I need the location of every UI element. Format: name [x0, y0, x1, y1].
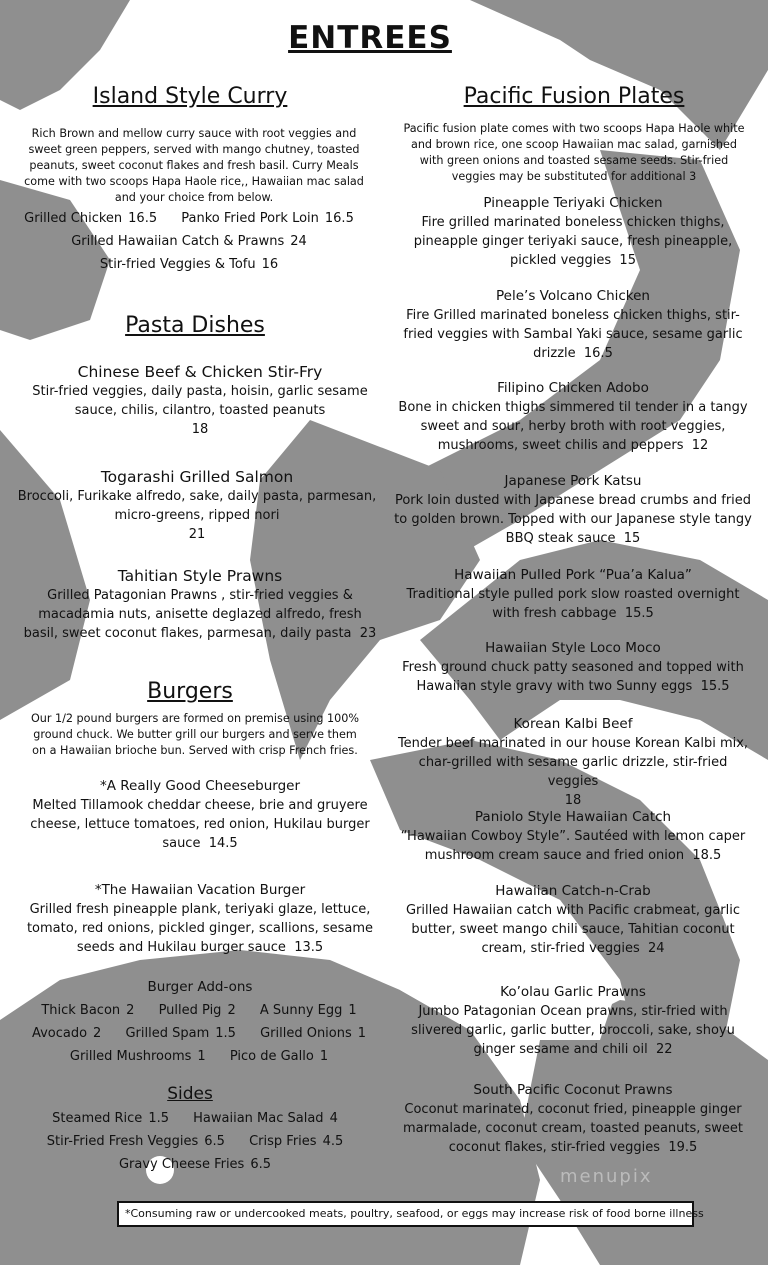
fusion-item-price: 15	[623, 531, 641, 546]
addons-row	[14, 1022, 384, 1045]
pasta-item-price: 23	[359, 626, 377, 641]
fusion-item	[392, 982, 754, 1059]
fusion-item-description	[392, 658, 754, 696]
fusion-description	[398, 121, 750, 185]
fusion-item-description	[392, 306, 754, 363]
addon-name: Pulled Pig	[158, 1003, 222, 1018]
curry-section-title: Island Style Curry	[92, 84, 288, 109]
fusion-item-description: Tender beef marinated in our house Korean Kalbi mix, char-grilled with sesame garlic drizzle, stir-fried veggies	[397, 736, 749, 789]
pasta-item-description	[20, 586, 380, 643]
fusion-item-description-text: Pork loin dusted with Japanese bread crumbs and fried to golden brown. Topped with our Japanese style tangy BBQ steak sauce	[394, 493, 752, 546]
fusion-item-name: Hawaiian Style Loco Moco	[485, 640, 661, 656]
side-price: 6.5	[204, 1134, 225, 1149]
fusion-item	[392, 1080, 754, 1157]
side-item	[193, 1107, 338, 1130]
fusion-item-name: Paniolo Style Hawaiian Catch	[474, 809, 672, 825]
addon-price: 1	[357, 1026, 367, 1041]
addon-item	[260, 1022, 366, 1045]
burger-item-price: 13.5	[294, 940, 324, 955]
addon-price: 1	[348, 1003, 357, 1018]
burger-item-price: 14.5	[208, 836, 238, 851]
pasta-item	[22, 362, 378, 439]
sides-row	[20, 1130, 370, 1153]
fusion-item	[392, 714, 754, 810]
addon-name: Grilled Onions	[260, 1026, 352, 1041]
fusion-item-description	[392, 491, 754, 548]
pasta-item-description: Broccoli, Furikake alfredo, sake, daily pasta, parmesan, micro-greens, ripped nori	[17, 489, 377, 523]
fusion-description-price: 3	[689, 170, 697, 183]
burger-item-description-text: Grilled fresh pineapple plank, teriyaki glaze, lettuce, tomato, red onions, pickled ginger, scallions, sesame seeds and Hukilau burger sauce	[26, 902, 374, 955]
fusion-item-description	[392, 585, 754, 623]
curry-option-name: Stir-fried Veggies & Tofu	[99, 257, 256, 272]
curry-option-name: Panko Fried Pork Loin	[181, 211, 319, 226]
side-name: Steamed Rice	[52, 1111, 143, 1126]
sides-row	[20, 1107, 370, 1130]
addon-name: Grilled Spam	[125, 1026, 210, 1041]
curry-description: Rich Brown and mellow curry sauce with root veggies and sweet green peppers, served with mango chutney, toasted peanuts, sweet coconut flakes and fresh basil. Curry Meals come with two scoops Hapa Haole rice,, Hawaiian mac salad and your choice from below.	[24, 127, 364, 204]
curry-option-price: 16.5	[324, 211, 354, 226]
addon-name: Avocado	[31, 1026, 88, 1041]
addon-name: Pico de Gallo	[229, 1049, 314, 1064]
fusion-item-price: 22	[655, 1042, 673, 1057]
fusion-item-description-text: Fire Grilled marinated boneless chicken thighs, stir-fried veggies with Sambal Yaki sauce, sesame garlic drizzle	[403, 308, 743, 361]
burger-item-description	[22, 796, 378, 853]
addons-row	[14, 999, 384, 1022]
pasta-item-description: Stir-fried veggies, daily pasta, hoisin, garlic sesame sauce, chilis, cilantro, toasted peanuts	[32, 384, 368, 418]
addon-price: 2	[227, 1003, 236, 1018]
curry-option-row	[14, 230, 364, 253]
fusion-item-price: 18	[564, 793, 582, 808]
curry-options	[14, 207, 364, 276]
burger-item-description	[22, 900, 378, 957]
curry-option-row	[14, 253, 364, 276]
side-name: Crisp Fries	[249, 1134, 317, 1149]
pasta-section-title: Pasta Dishes	[125, 313, 265, 338]
addon-item	[260, 999, 357, 1022]
burger-item-name: *A Really Good Cheeseburger	[99, 778, 301, 794]
fusion-item-description-text: Jumbo Patagonian Ocean prawns, stir-fried with slivered garlic, garlic butter, broccoli, sake, shoyu ginger sesame and chili oil	[411, 1004, 735, 1057]
fusion-item-description	[392, 1100, 754, 1157]
addon-item	[125, 1022, 235, 1045]
addon-name: A Sunny Egg	[259, 1003, 343, 1018]
fusion-item-name: Japanese Pork Katsu	[504, 473, 642, 489]
addons-title: Burger Add-ons	[147, 979, 253, 995]
fusion-section-title: Pacific Fusion Plates	[463, 84, 685, 109]
burger-item	[22, 776, 378, 853]
fusion-item	[392, 565, 754, 623]
fusion-item-name: Filipino Chicken Adobo	[497, 380, 649, 396]
addon-price: 1	[197, 1049, 206, 1064]
addons-list	[14, 999, 384, 1068]
sides-list	[20, 1107, 370, 1176]
addon-price: 1	[319, 1049, 329, 1064]
pasta-item	[12, 467, 382, 544]
addon-item	[230, 1045, 328, 1068]
fusion-item-description-text: Traditional style pulled pork slow roasted overnight with fresh cabbage	[406, 587, 740, 621]
fusion-item-description	[392, 827, 754, 865]
pasta-item-price: 18	[191, 422, 209, 437]
side-price: 6.5	[250, 1157, 272, 1172]
addon-price: 1.5	[215, 1026, 236, 1041]
addon-name: Grilled Mushrooms	[69, 1049, 192, 1064]
curry-option-price: 24	[290, 234, 307, 249]
addons-row	[14, 1045, 384, 1068]
addon-price: 2	[126, 1003, 135, 1018]
food-safety-disclaimer: *Consuming raw or undercooked meats, poultry, seafood, or eggs may increase risk of food borne illness	[117, 1201, 694, 1227]
fusion-item-price: 15.5	[700, 679, 730, 694]
fusion-item-name: Hawaiian Pulled Pork “Pua’a Kalua”	[454, 567, 692, 583]
fusion-item-description	[392, 398, 754, 455]
fusion-item-price: 12	[691, 438, 709, 453]
fusion-item-description-text: Grilled Hawaiian catch with Pacific crabmeat, garlic butter, sweet mango chili sauce, Tahitian coconut cream, stir-fried veggies	[405, 903, 741, 956]
fusion-item-price: 15	[619, 253, 636, 268]
fusion-item-description	[392, 1002, 754, 1059]
fusion-item-description-text: “Hawaiian Cowboy Style”. Sautéed with lemon caper mushroom cream sauce and fried onion	[400, 829, 746, 863]
fusion-item	[392, 807, 754, 865]
side-name: Stir-Fried Fresh Veggies	[46, 1134, 199, 1149]
fusion-item	[392, 881, 754, 958]
side-price: 4.5	[322, 1134, 344, 1149]
fusion-item-description-text: Fresh ground chuck patty seasoned and topped with Hawaiian style gravy with two Sunny eggs	[402, 660, 744, 694]
side-name: Hawaiian Mac Salad	[193, 1111, 324, 1126]
burgers-section-title: Burgers	[147, 679, 233, 704]
burger-item-name: *The Hawaiian Vacation Burger	[94, 882, 306, 898]
fusion-item	[392, 638, 754, 696]
addon-item	[159, 999, 236, 1022]
side-price: 4	[329, 1111, 338, 1126]
pasta-item	[20, 566, 380, 643]
curry-option-row	[14, 207, 364, 230]
fusion-item	[392, 286, 754, 363]
fusion-item-price: 15.5	[624, 606, 654, 621]
watermark: menupix	[560, 1166, 653, 1187]
page-title: ENTREES	[288, 20, 452, 56]
pasta-item-name: Chinese Beef & Chicken Stir-Fry	[77, 363, 323, 381]
fusion-item	[392, 193, 754, 270]
fusion-item-description-text: Bone in chicken thighs simmered til tender in a tangy sweet and sour, herby broth with root veggies, mushrooms, sweet chilis and peppers	[398, 400, 748, 453]
curry-option	[71, 230, 307, 253]
burgers-description: Our 1/2 pound burgers are formed on premise using 100% ground chuck. We butter grill our burgers and serve them on a Hawaiian brioche bun. Served with crisp French fries.	[30, 712, 360, 757]
addon-item	[32, 1022, 101, 1045]
fusion-item-name: Pineapple Teriyaki Chicken	[483, 195, 663, 211]
fusion-item-name: South Pacific Coconut Prawns	[473, 1082, 673, 1098]
curry-option-price: 16.5	[128, 211, 158, 226]
side-price: 1.5	[148, 1111, 169, 1126]
pasta-item-name: Tahitian Style Prawns	[117, 567, 283, 585]
fusion-item	[392, 471, 754, 548]
fusion-item-name: Ko’olau Garlic Prawns	[500, 984, 646, 1000]
pasta-item-name: Togarashi Grilled Salmon	[100, 468, 294, 486]
curry-option-price: 16	[261, 257, 279, 272]
curry-option	[100, 253, 278, 276]
fusion-item	[392, 378, 754, 455]
curry-option	[24, 207, 157, 230]
burger-item	[22, 880, 378, 957]
fusion-item-description	[392, 213, 754, 270]
fusion-item-description-text: Coconut marinated, coconut fried, pineapple ginger marmalade, coconut cream, toasted peanuts, sweet coconut flakes, stir-fried veggies	[402, 1102, 744, 1155]
sides-row	[20, 1153, 370, 1176]
addon-item	[41, 999, 134, 1022]
fusion-item-name: Hawaiian Catch-n-Crab	[495, 883, 651, 899]
fusion-item-price: 16.5	[583, 346, 613, 361]
curry-option-name: Grilled Hawaiian Catch & Prawns	[71, 234, 285, 249]
side-item	[249, 1130, 343, 1153]
fusion-item-price: 18.5	[692, 848, 722, 863]
curry-option-name: Grilled Chicken	[24, 211, 123, 226]
side-item	[52, 1107, 169, 1130]
burger-item-description-text: Melted Tillamook cheddar cheese, brie and gruyere cheese, lettuce tomatoes, red onion, Hukilau burger sauce	[30, 798, 370, 851]
fusion-item-description	[392, 901, 754, 958]
fusion-item-price: 19.5	[668, 1140, 698, 1155]
fusion-item-description-text: Fire grilled marinated boneless chicken thighs, pineapple ginger teriyaki sauce, fresh pineapple, pickled veggies	[413, 215, 733, 268]
fusion-item-name: Korean Kalbi Beef	[513, 716, 633, 732]
curry-option	[181, 207, 354, 230]
fusion-item-price: 24	[648, 941, 665, 956]
side-name: Gravy Cheese Fries	[118, 1157, 245, 1172]
sides-title: Sides	[167, 1084, 213, 1104]
addon-name: Thick Bacon	[41, 1003, 121, 1018]
fusion-description-text: Pacific fusion plate comes with two scoops Hapa Haole white and brown rice, one scoop Hawaiian mac salad, garnished with green onions and toasted sesame seeds. Stir-fried veggies may be substituted for additional	[403, 122, 745, 183]
fusion-item-name: Pele’s Volcano Chicken	[496, 288, 650, 304]
addon-price: 2	[93, 1026, 102, 1041]
pasta-item-price: 21	[188, 527, 206, 542]
side-item	[119, 1153, 271, 1176]
pasta-item-description-text: Grilled Patagonian Prawns , stir-fried veggies & macadamia nuts, anisette deglazed alfredo, fresh basil, sweet coconut flakes, parmesan, daily pasta	[23, 588, 362, 641]
addon-item	[70, 1045, 206, 1068]
side-item	[47, 1130, 225, 1153]
